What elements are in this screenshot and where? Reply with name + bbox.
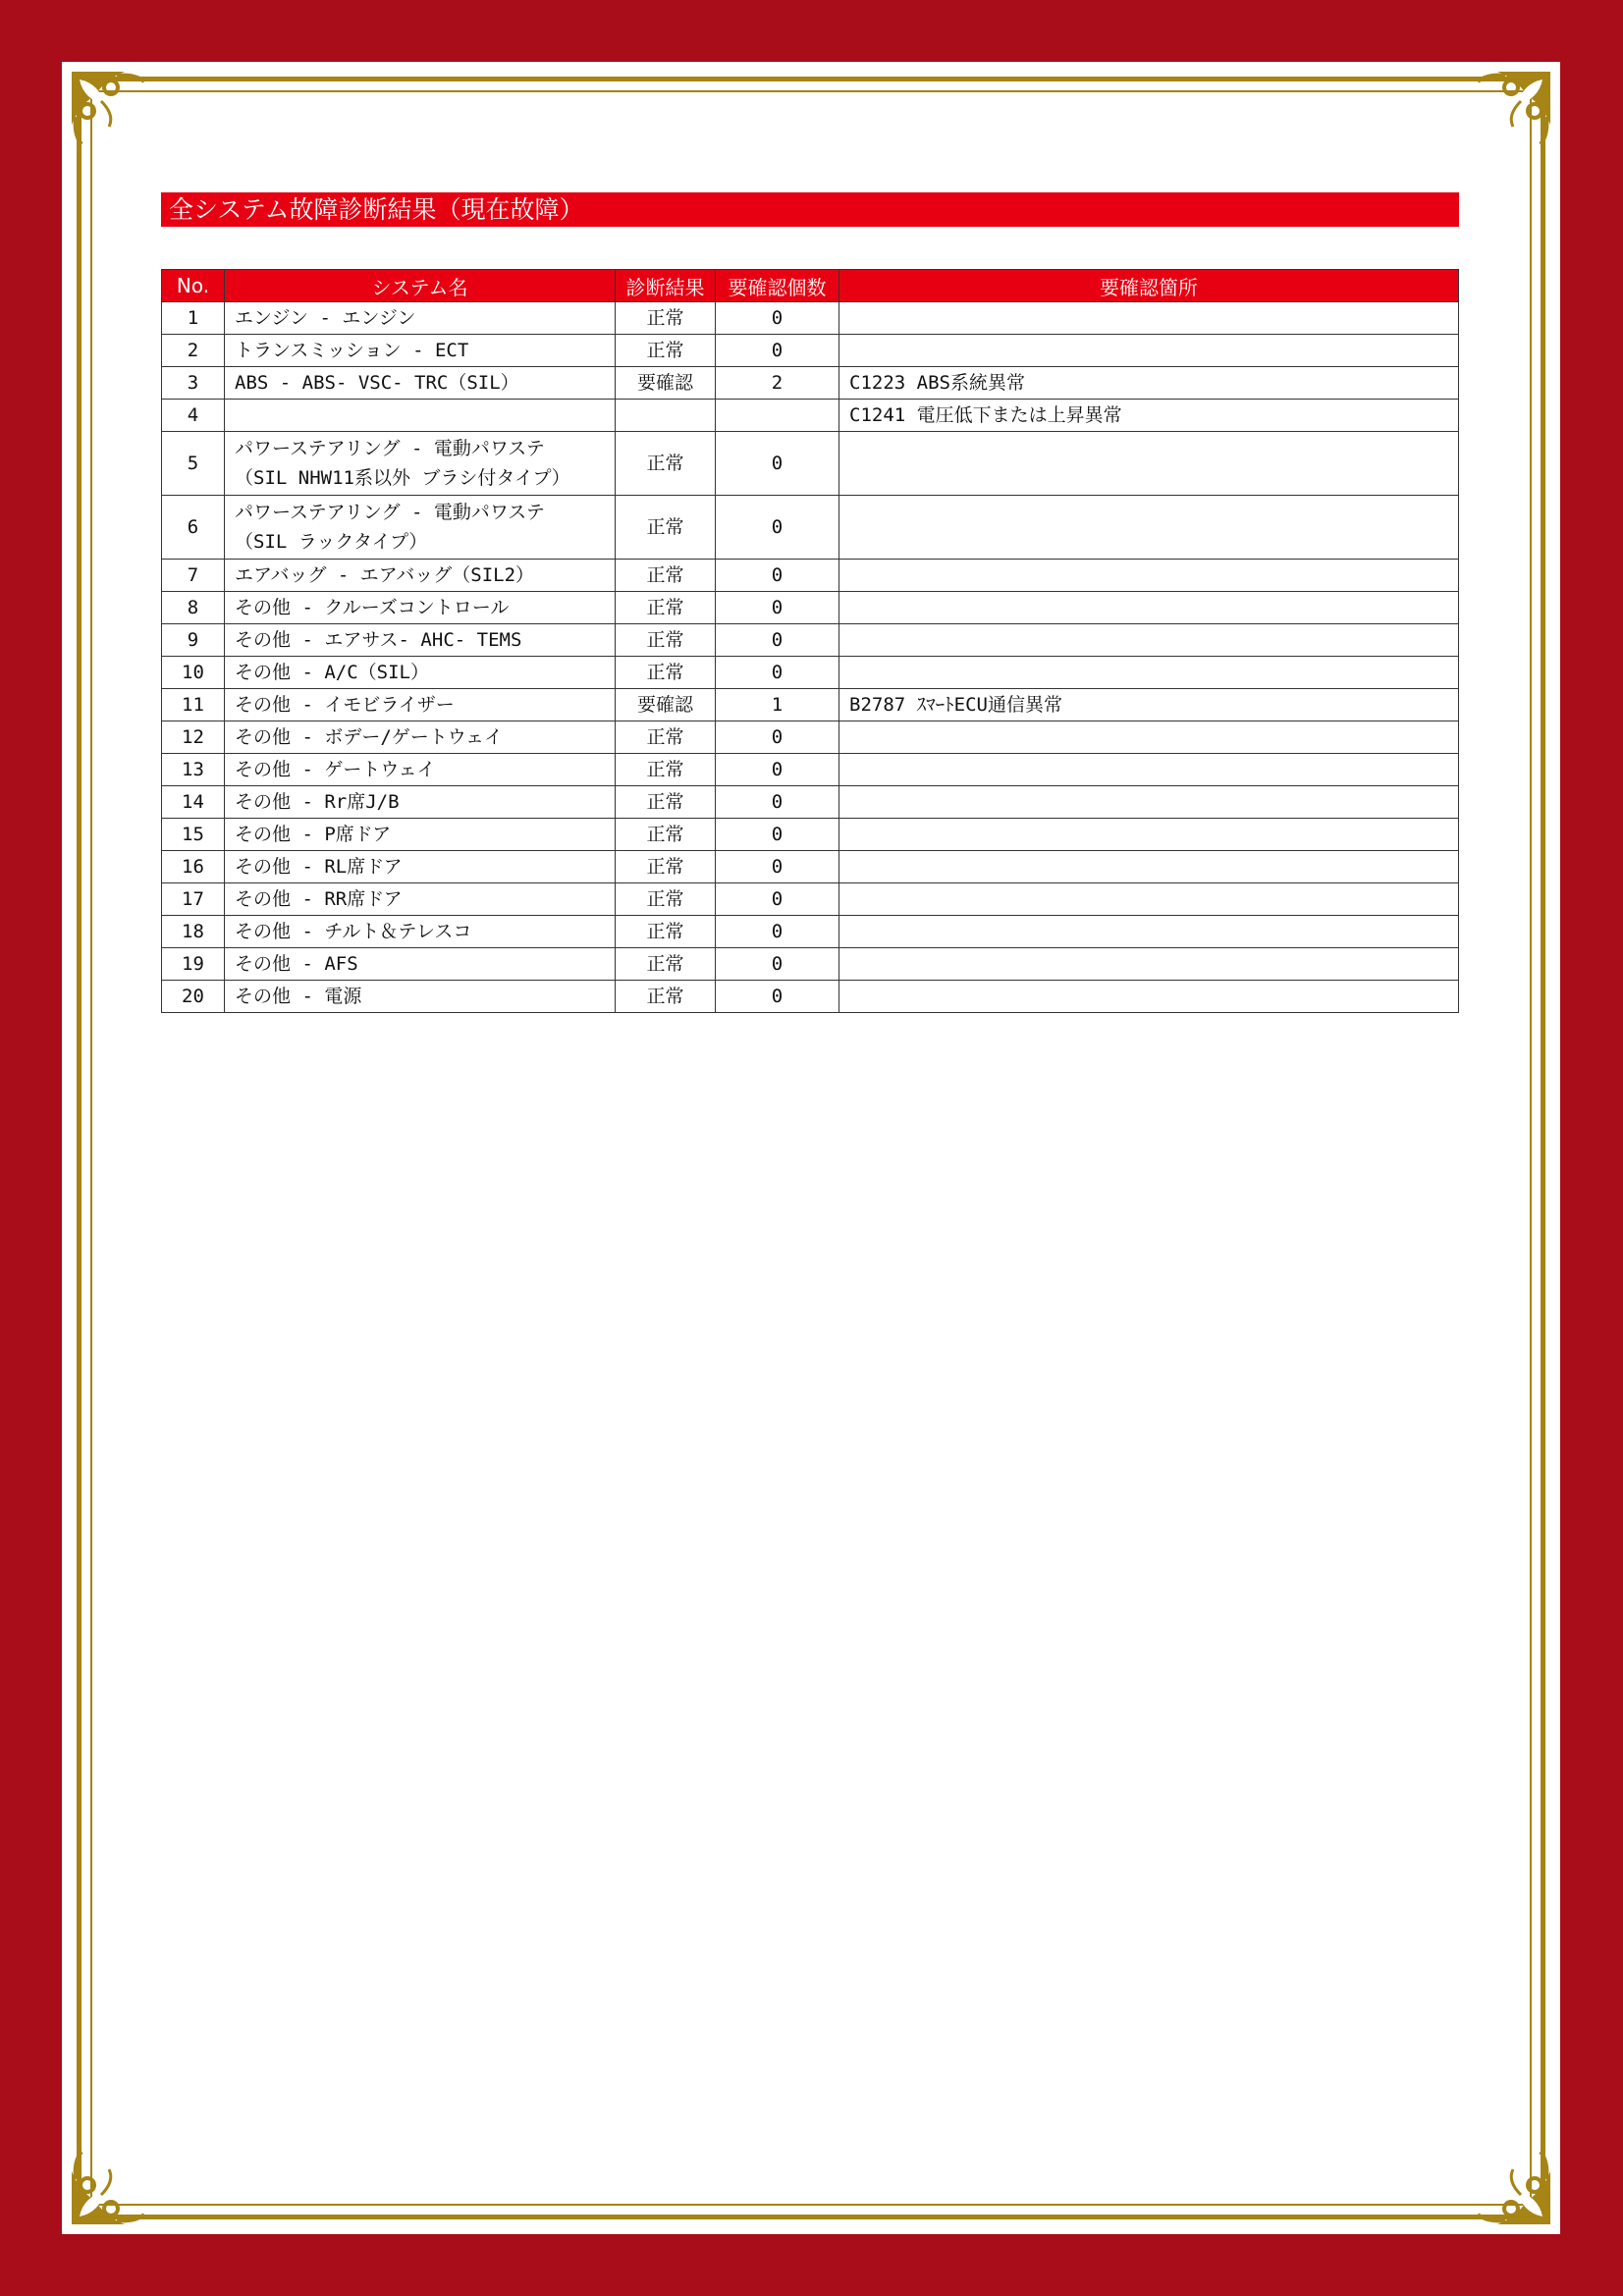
cell-system-name: その他 - ゲートウェイ (225, 754, 616, 786)
cell-no: 2 (162, 335, 225, 367)
cell-location (839, 786, 1459, 819)
cell-result: 正常 (616, 624, 716, 657)
table-row (162, 560, 1459, 592)
diagnosis-table (161, 269, 1459, 1013)
table-row (162, 432, 1459, 496)
corner-ornament-icon (66, 66, 160, 160)
header-result: 診断結果 (616, 270, 716, 302)
cell-system-name: その他 - エアサス- AHC- TEMS (225, 624, 616, 657)
cell-location (839, 721, 1459, 754)
report-title: 全システム故障診断結果（現在故障） (161, 192, 1459, 227)
table-row (162, 851, 1459, 883)
cell-no: 11 (162, 689, 225, 721)
cell-no: 17 (162, 883, 225, 916)
cell-count: 0 (716, 721, 839, 754)
cell-location: C1241 電圧低下または上昇異常 (839, 400, 1459, 432)
cell-no: 1 (162, 302, 225, 335)
cell-no: 8 (162, 592, 225, 624)
corner-ornament-icon (1462, 66, 1556, 160)
cell-system-name: その他 - A/C（SIL） (225, 657, 616, 689)
cell-result: 正常 (616, 302, 716, 335)
cell-result: 正常 (616, 916, 716, 948)
cell-result: 正常 (616, 786, 716, 819)
cell-count: 0 (716, 851, 839, 883)
table-row (162, 624, 1459, 657)
report-sheet (62, 62, 1560, 2234)
cell-count (716, 400, 839, 432)
cell-result: 正常 (616, 754, 716, 786)
corner-ornament-icon (66, 2136, 160, 2230)
cell-location (839, 302, 1459, 335)
cell-location (839, 592, 1459, 624)
cell-count: 0 (716, 624, 839, 657)
cell-location (839, 754, 1459, 786)
cell-system-name: その他 - RR席ドア (225, 883, 616, 916)
cell-no: 10 (162, 657, 225, 689)
cell-system-name: その他 - ボデー/ゲートウェイ (225, 721, 616, 754)
cell-system-name: トランスミッション - ECT (225, 335, 616, 367)
cell-system-name: その他 - チルト＆テレスコ (225, 916, 616, 948)
cell-count: 2 (716, 367, 839, 400)
cell-count: 0 (716, 883, 839, 916)
cell-no: 18 (162, 916, 225, 948)
cell-count: 0 (716, 560, 839, 592)
cell-system-name: ABS - ABS- VSC- TRC（SIL） (225, 367, 616, 400)
cell-system-name: エアバッグ - エアバッグ（SIL2） (225, 560, 616, 592)
cell-result (616, 400, 716, 432)
cell-location (839, 432, 1459, 496)
cell-result: 正常 (616, 819, 716, 851)
cell-location: B2787 ｽﾏｰﾄECU通信異常 (839, 689, 1459, 721)
table-row (162, 496, 1459, 560)
table-row (162, 981, 1459, 1013)
cell-location (839, 657, 1459, 689)
table-row (162, 592, 1459, 624)
cell-result: 要確認 (616, 367, 716, 400)
cell-count: 0 (716, 948, 839, 981)
cell-no: 6 (162, 496, 225, 560)
table-row (162, 400, 1459, 432)
cell-result: 正常 (616, 335, 716, 367)
cell-system-name: その他 - Rr席J/B (225, 786, 616, 819)
table-row (162, 302, 1459, 335)
cell-count: 0 (716, 916, 839, 948)
cell-system-name: その他 - AFS (225, 948, 616, 981)
cell-system-name: その他 - クルーズコントロール (225, 592, 616, 624)
cell-result: 正常 (616, 657, 716, 689)
cell-count: 0 (716, 754, 839, 786)
cell-no: 5 (162, 432, 225, 496)
cell-no: 20 (162, 981, 225, 1013)
cell-no: 7 (162, 560, 225, 592)
cell-count: 0 (716, 657, 839, 689)
cell-result: 要確認 (616, 689, 716, 721)
cell-location (839, 624, 1459, 657)
cell-location: C1223 ABS系統異常 (839, 367, 1459, 400)
cell-no: 9 (162, 624, 225, 657)
table-row (162, 721, 1459, 754)
cell-system-name: エンジン - エンジン (225, 302, 616, 335)
cell-no: 4 (162, 400, 225, 432)
cell-no: 3 (162, 367, 225, 400)
cell-system-name: その他 - P席ドア (225, 819, 616, 851)
cell-no: 13 (162, 754, 225, 786)
cell-system-name: パワーステアリング - 電動パワステ （SIL NHW11系以外 ブラシ付タイプ） (225, 432, 616, 496)
cell-system-name: その他 - 電源 (225, 981, 616, 1013)
table-row (162, 948, 1459, 981)
cell-location (839, 981, 1459, 1013)
table-row (162, 819, 1459, 851)
cell-result: 正常 (616, 851, 716, 883)
cell-result: 正常 (616, 592, 716, 624)
table-header-row (162, 270, 1459, 302)
cell-system-name: その他 - イモビライザー (225, 689, 616, 721)
cell-count: 0 (716, 302, 839, 335)
cell-count: 1 (716, 689, 839, 721)
table-row (162, 754, 1459, 786)
table-row (162, 335, 1459, 367)
cell-result: 正常 (616, 496, 716, 560)
cell-no: 16 (162, 851, 225, 883)
cell-count: 0 (716, 786, 839, 819)
cell-system-name: パワーステアリング - 電動パワステ （SIL ラックタイプ） (225, 496, 616, 560)
cell-location (839, 496, 1459, 560)
cell-location (839, 819, 1459, 851)
cell-count: 0 (716, 496, 839, 560)
cell-location (839, 948, 1459, 981)
cell-location (839, 560, 1459, 592)
cell-system-name (225, 400, 616, 432)
cell-location (839, 916, 1459, 948)
cell-location (839, 883, 1459, 916)
cell-no: 14 (162, 786, 225, 819)
header-check-location: 要確認箇所 (839, 270, 1459, 302)
header-system-name: システム名 (225, 270, 616, 302)
cell-result: 正常 (616, 560, 716, 592)
table-row (162, 657, 1459, 689)
table-row (162, 367, 1459, 400)
cell-location (839, 851, 1459, 883)
table-row (162, 786, 1459, 819)
cell-location (839, 335, 1459, 367)
header-check-count: 要確認個数 (716, 270, 839, 302)
cell-result: 正常 (616, 721, 716, 754)
cell-result: 正常 (616, 981, 716, 1013)
table-row (162, 883, 1459, 916)
cell-result: 正常 (616, 948, 716, 981)
cell-no: 19 (162, 948, 225, 981)
cell-count: 0 (716, 335, 839, 367)
table-row (162, 689, 1459, 721)
corner-ornament-icon (1462, 2136, 1556, 2230)
cell-result: 正常 (616, 432, 716, 496)
table-row (162, 916, 1459, 948)
cell-count: 0 (716, 819, 839, 851)
cell-no: 15 (162, 819, 225, 851)
cell-no: 12 (162, 721, 225, 754)
header-no: No. (162, 270, 225, 302)
cell-count: 0 (716, 592, 839, 624)
cell-count: 0 (716, 432, 839, 496)
cell-result: 正常 (616, 883, 716, 916)
cell-count: 0 (716, 981, 839, 1013)
cell-system-name: その他 - RL席ドア (225, 851, 616, 883)
